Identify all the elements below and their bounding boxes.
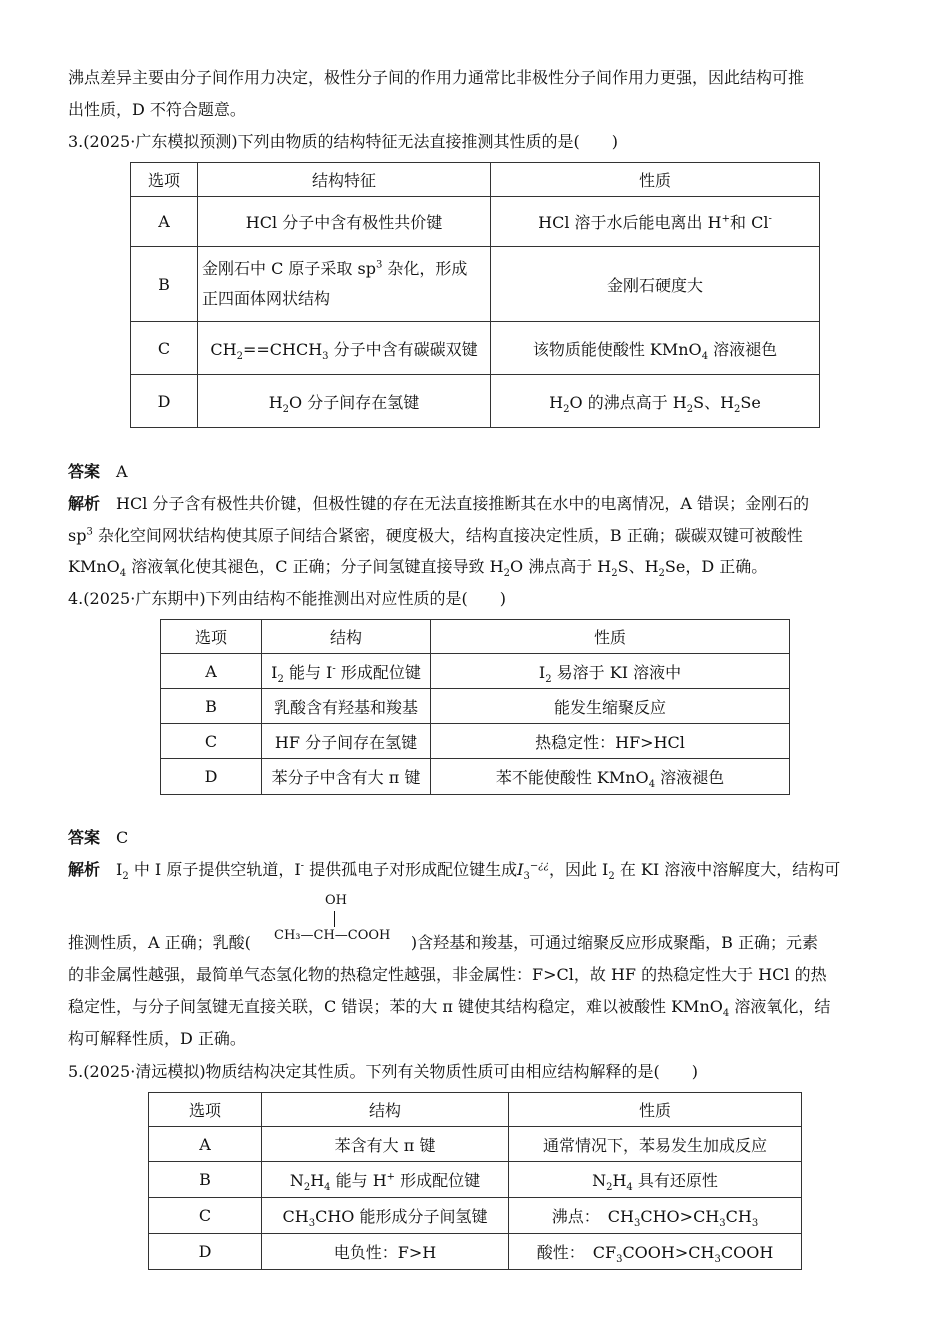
- header-property: 性质: [431, 620, 790, 654]
- table-row: [149, 1127, 802, 1162]
- table-row: [149, 1198, 802, 1234]
- header-structure: 结构: [262, 620, 431, 654]
- structure-cell: 苯分子中含有大 π 键: [262, 759, 431, 795]
- structure-cell: $I_2$ 能与 I- 形成配位键: [262, 654, 431, 689]
- option-cell: B: [161, 689, 262, 724]
- table-row: [131, 322, 820, 375]
- option-cell: B: [149, 1162, 262, 1198]
- table-row: [131, 197, 820, 247]
- structure-cell: 乳酸含有羟基和羧基: [262, 689, 431, 724]
- q4-analysis-line-4: 稳定性，与分子间氢键无直接关联，C 错误；苯的大 π 键使其结构稳定，难以被酸性 KMnO$_4$ 溶液氧化，结: [68, 997, 831, 1020]
- q4-analysis-line-3: 的非金属性越强，最简单气态氢化物的热稳定性越强，非金属性：F>Cl，故 HF 的热稳定性大于 HCl 的热: [68, 965, 827, 984]
- property-cell: 热稳定性：HF>HCl: [431, 724, 790, 759]
- property-cell: 苯不能使酸性 KMnO$_4$ 溶液褪色: [431, 759, 790, 795]
- header-option: 选项: [161, 620, 262, 654]
- intro-line-1: 沸点差异主要由分子间作用力决定，极性分子间的作用力通常比非极性分子间作用力更强，因此结构可推: [68, 68, 805, 87]
- option-cell: C: [149, 1198, 262, 1234]
- table-row: [161, 724, 790, 759]
- q3-analysis-line-3: KMnO$_4$ 溶液氧化使其褪色，C 正确；分子间氢键直接导致 $H_2O$ 沸点高于 $H_2S$、$H_2Se$，D 正确。: [68, 557, 768, 580]
- option-cell: C: [131, 322, 198, 375]
- option-cell: D: [131, 375, 198, 428]
- table-row: [131, 247, 820, 322]
- table-row: [149, 1162, 802, 1198]
- q4-answer: 答案 C: [68, 828, 129, 847]
- table-row: [161, 759, 790, 795]
- table-row: [131, 375, 820, 428]
- q3-table: [130, 162, 820, 428]
- structure-cell: HCl 分子中含有极性共价键: [198, 197, 491, 247]
- property-cell: 能发生缩聚反应: [431, 689, 790, 724]
- q3-analysis-line-2: $sp^3$ 杂化空间网状结构使其原子间结合紧密，硬度极大，结构直接决定性质，B 正确；碳碳双键可被酸性: [68, 526, 803, 545]
- q3-analysis-line-1: 解析 HCl 分子含有极性共价键，但极性键的存在无法直接推断其在水中的电离情况，A 错误；金刚石的: [68, 494, 810, 513]
- hydroxyl-label: OH: [325, 893, 347, 908]
- property-cell: 该物质能使酸性 KMnO$_4$ 溶液褪色: [491, 322, 820, 375]
- option-cell: A: [161, 654, 262, 689]
- q3-stem: 3.(2025·广东模拟预测)下列由物质的结构特征无法直接推测其性质的是( ): [68, 132, 619, 151]
- table-header-row: [149, 1093, 802, 1127]
- q4-table: [160, 619, 790, 795]
- header-option: 选项: [131, 163, 198, 197]
- intro-line-2: 出性质，D 不符合题意。: [68, 100, 246, 119]
- structure-cell: 电负性：F>H: [262, 1234, 509, 1270]
- table-row: [161, 654, 790, 689]
- q4-stem: 4.(2025·广东期中)下列由结构不能推测出对应性质的是( ): [68, 589, 507, 608]
- q5-stem: 5.(2025·清远模拟)物质结构决定其性质。下列有关物质性质可由相应结构解释的是( ): [68, 1062, 699, 1081]
- option-cell: A: [131, 197, 198, 247]
- header-property: 性质: [509, 1093, 802, 1127]
- table-row: [161, 689, 790, 724]
- table-header-row: [131, 163, 820, 197]
- option-cell: B: [131, 247, 198, 322]
- header-structure: 结构: [262, 1093, 509, 1127]
- header-structure: 结构特征: [198, 163, 491, 197]
- property-cell: $I_2$ 易溶于 KI 溶液中: [431, 654, 790, 689]
- header-option: 选项: [149, 1093, 262, 1127]
- q3-answer: 答案 A: [68, 462, 128, 481]
- option-cell: A: [149, 1127, 262, 1162]
- property-cell: 酸性： $CF_3COOH>CH_3COOH$: [509, 1234, 802, 1270]
- property-cell: $H_2O$ 的沸点高于 $H_2S$、$H_2Se$: [491, 375, 820, 428]
- structure-cell: $CH_2==CHCH_3$ 分子中含有碳碳双键: [198, 322, 491, 375]
- option-cell: C: [161, 724, 262, 759]
- option-cell: D: [149, 1234, 262, 1270]
- property-cell: 通常情况下，苯易发生加成反应: [509, 1127, 802, 1162]
- q4-analysis-line-2: 推测性质，A 正确；乳酸( )含羟基和羧基，可通过缩聚反应形成聚酯，B 正确；元素: [68, 933, 818, 952]
- structure-cell: 金刚石中 C 原子采取 $sp^3$ 杂化，形成 正四面体网状结构: [198, 247, 491, 322]
- bond-line: [334, 911, 335, 927]
- property-cell: $N_2H_4$ 具有还原性: [509, 1162, 802, 1198]
- property-cell: 金刚石硬度大: [491, 247, 820, 322]
- carbon-chain-label: CH₃—CH—COOH: [274, 928, 391, 943]
- table-header-row: [161, 620, 790, 654]
- property-cell: 沸点： $CH_3CHO>CH_3CH_3$: [509, 1198, 802, 1234]
- structure-cell: HF 分子间存在氢键: [262, 724, 431, 759]
- option-cell: D: [161, 759, 262, 795]
- structure-cell: $CH_3CHO$ 能形成分子间氢键: [262, 1198, 509, 1234]
- header-property: 性质: [491, 163, 820, 197]
- table-row: [149, 1234, 802, 1270]
- structure-cell: $N_2H_4$ 能与 H+ 形成配位键: [262, 1162, 509, 1198]
- structure-cell: 苯含有大 π 键: [262, 1127, 509, 1162]
- q5-table: [148, 1092, 802, 1270]
- q4-analysis-line-5: 构可解释性质，D 正确。: [68, 1029, 246, 1048]
- property-cell: HCl 溶于水后能电离出 H+和 Cl-: [491, 197, 820, 247]
- structure-cell: $H_2O$ 分子间存在氢键: [198, 375, 491, 428]
- q4-analysis-line-1: 解析 $I_2$ 中 I 原子提供空轨道，I- 提供孤电子对形成配位键生成$I_3^{-¿¿}$，因此 $I_2$ 在 KI 溶液中溶解度大，结构可: [68, 860, 841, 883]
